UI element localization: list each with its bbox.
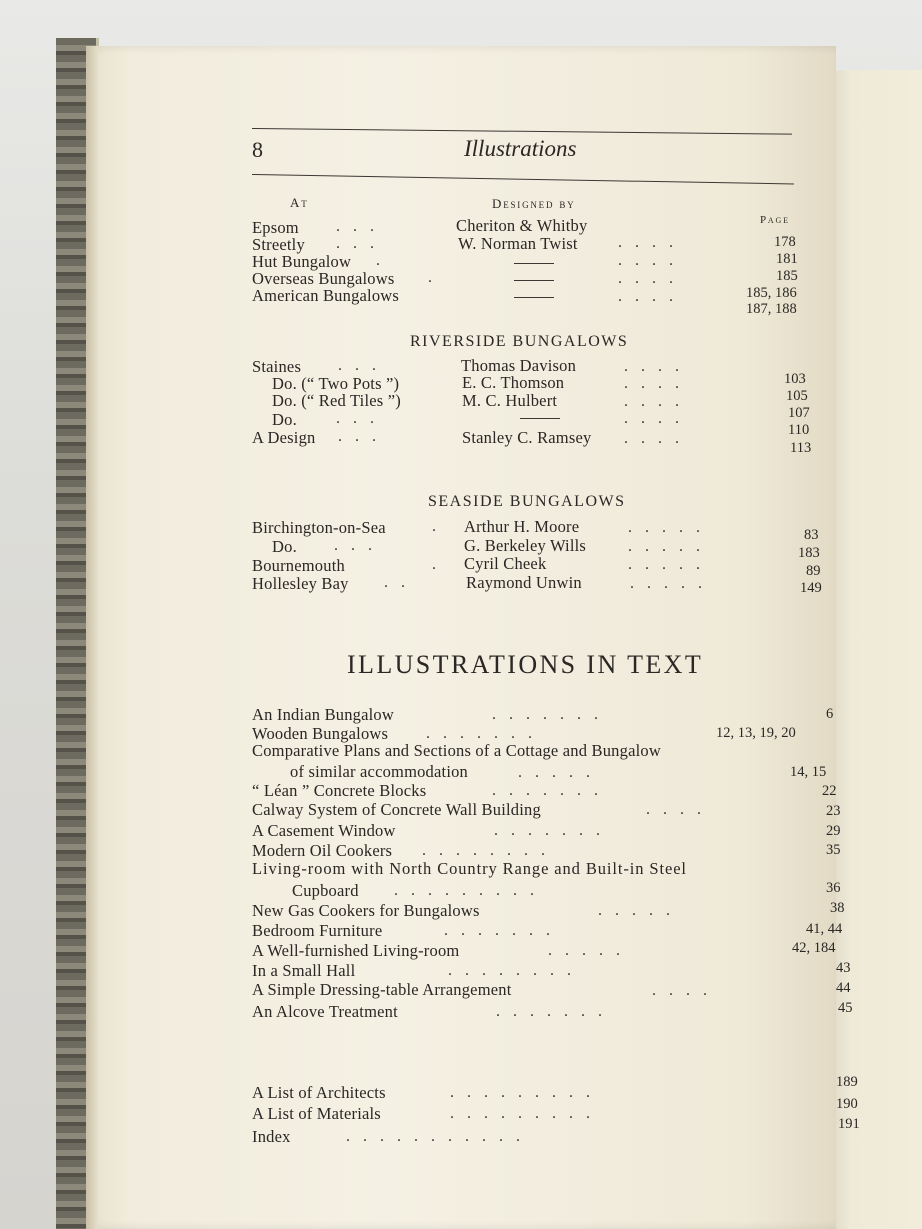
leader-dots: ..... [630,575,715,592]
designer-dash [514,297,554,298]
list-item-place: Staines [252,357,302,376]
leader-dots: . [432,556,449,573]
column-heading-at: At [290,195,309,210]
leader-dots: .... [618,234,686,251]
list-item-page: 35 [826,842,841,858]
list-item-page: 41, 44 [806,921,843,937]
list-item: of similar accommodation [290,762,469,781]
leader-dots: .... [618,252,686,269]
leader-dots: .. [384,574,418,591]
list-item: New Gas Cookers for Bungalows [252,901,480,920]
leader-dots: . [376,252,393,269]
leader-dots: ... [334,537,385,554]
leader-dots: ......... [450,1105,603,1122]
leader-dots: ..... [598,902,683,919]
list-item: Calway System of Concrete Wall Building [252,800,541,819]
list-item-page: 36 [826,880,841,896]
list-item-page: 23 [826,803,841,819]
leader-dots: .... [652,982,720,999]
list-item: A Simple Dressing-table Arrangement [252,980,512,999]
list-item-page: 89 [806,563,821,579]
list-item-place: Bournemouth [252,556,345,575]
list-item-page: 149 [800,580,822,596]
leader-dots: ..... [628,538,713,555]
leader-dots: ........ [422,842,558,859]
leader-dots: ......... [394,882,547,899]
list-item-place: A Design [252,428,316,447]
list-item-page: 110 [788,422,810,438]
list-item-place: Do. [272,537,297,556]
list-item: Comparative Plans and Sections of a Cottage and Bungalow [252,741,661,760]
list-item-page: 189 [836,1074,858,1090]
list-item: In a Small Hall [252,961,356,980]
list-item-designer: Cheriton & Whitby [456,216,588,235]
list-item-page: 44 [836,980,851,996]
list-item-page: 113 [790,440,812,456]
list-item-designer: Thomas Davison [461,356,577,375]
leader-dots: ... [338,357,389,374]
list-item-page: 105 [786,388,808,404]
leader-dots: ..... [518,764,603,781]
page-gutter [86,46,98,1229]
leader-dots: ....... [426,725,545,742]
list-item-page: 190 [836,1096,858,1112]
leader-dots: . [428,269,445,286]
page-title: Illustrations [464,136,577,161]
list-item-place: Do. (“ Two Pots ”) [272,374,400,393]
list-item: Bedroom Furniture [252,921,383,940]
leader-dots: .... [624,393,692,410]
list-item-place: Do. [272,410,297,429]
list-item-page: 191 [838,1116,860,1132]
list-item: An Alcove Treatment [252,1002,398,1021]
list-item-page: 83 [804,527,819,543]
list-item: Index [252,1127,291,1146]
leader-dots: ..... [548,942,633,959]
list-item-place: Overseas Bungalows [252,269,395,288]
list-item: A Well-furnished Living-room [252,941,460,960]
list-item-designer: G. Berkeley Wills [464,536,587,555]
column-heading-designed-by: Designed by [492,196,576,211]
list-item-page: 45 [838,1000,853,1016]
list-item-page: 29 [826,823,841,839]
list-item-page: 185, 186 [746,285,797,301]
leader-dots: ... [336,218,387,235]
list-item-place: Epsom [252,218,299,237]
leader-dots: .... [624,358,692,375]
list-item-page: 187, 188 [746,301,797,317]
list-item-place: American Bungalows [252,286,400,305]
leader-dots: .... [624,410,692,427]
list-item: A List of Materials [252,1104,381,1123]
leader-dots: .... [624,430,692,447]
leader-dots: .... [646,801,714,818]
leader-dots: ... [336,235,387,252]
list-item-designer: W. Norman Twist [458,234,578,253]
column-heading-page: Page [760,214,790,226]
designer-dash [520,418,560,419]
list-item-designer: Cyril Cheek [464,554,547,573]
list-item-place: Do. (“ Red Tiles ”) [272,391,401,410]
leader-dots: ....... [496,1003,615,1020]
leader-dots: ........... [346,1128,533,1145]
leader-dots: ......... [450,1084,603,1101]
list-item: An Indian Bungalow [252,705,394,724]
leader-dots: ..... [628,519,713,536]
page-number: 8 [252,137,263,162]
list-item-page: 107 [788,405,810,421]
list-item-page: 181 [776,251,798,267]
leader-dots: .... [618,270,686,287]
leader-dots: ........ [448,962,584,979]
section-title-riverside: RIVERSIDE BUNGALOWS [410,333,629,350]
list-item-page: 14, 15 [790,764,827,780]
list-item-designer: Stanley C. Ramsey [462,428,592,447]
list-item-page: 38 [830,900,845,916]
leader-dots: .... [624,375,692,392]
leader-dots: ....... [444,922,563,939]
list-item-place: Birchington-on-Sea [252,518,386,537]
list-item-place: Hut Bungalow [252,252,352,271]
list-item: Modern Oil Cookers [252,841,393,860]
list-item: Wooden Bungalows [252,724,389,743]
leader-dots: ... [338,428,389,445]
leader-dots: ....... [492,782,611,799]
list-item-page: 183 [798,545,820,561]
list-item: “ Léan ” Concrete Blocks [252,781,427,800]
list-item-designer: M. C. Hulbert [462,391,558,410]
list-item-page: 6 [826,706,834,722]
leader-dots: . [432,518,449,535]
list-item-page: 185 [776,268,798,284]
section-title-in-text: ILLUSTRATIONS IN TEXT [347,650,704,679]
list-item-page: 42, 184 [792,940,836,956]
list-item: Living-room with North Country Range and Built-in Steel [252,859,687,878]
list-item-page: 22 [822,783,837,799]
list-item-designer: Arthur H. Moore [464,517,580,536]
leader-dots: ... [336,410,387,427]
list-item-designer: E. C. Thomson [462,373,565,392]
leader-dots: ....... [494,822,613,839]
list-item-page: 12, 13, 19, 20 [716,725,796,741]
list-item: A Casement Window [252,821,396,840]
list-item-page: 43 [836,960,851,976]
list-item-page: 103 [784,371,806,387]
list-item-page: 178 [774,234,796,250]
list-item: Cupboard [292,881,359,900]
list-item-place: Hollesley Bay [252,574,349,593]
section-title-seaside: SEASIDE BUNGALOWS [428,493,626,510]
designer-dash [514,263,554,264]
list-item-place: Streetly [252,235,305,254]
leader-dots: ..... [628,556,713,573]
leader-dots: .... [618,288,686,305]
list-item: A List of Architects [252,1083,386,1102]
designer-dash [514,280,554,281]
leader-dots: ....... [492,706,611,723]
list-item-designer: Raymond Unwin [466,573,582,592]
